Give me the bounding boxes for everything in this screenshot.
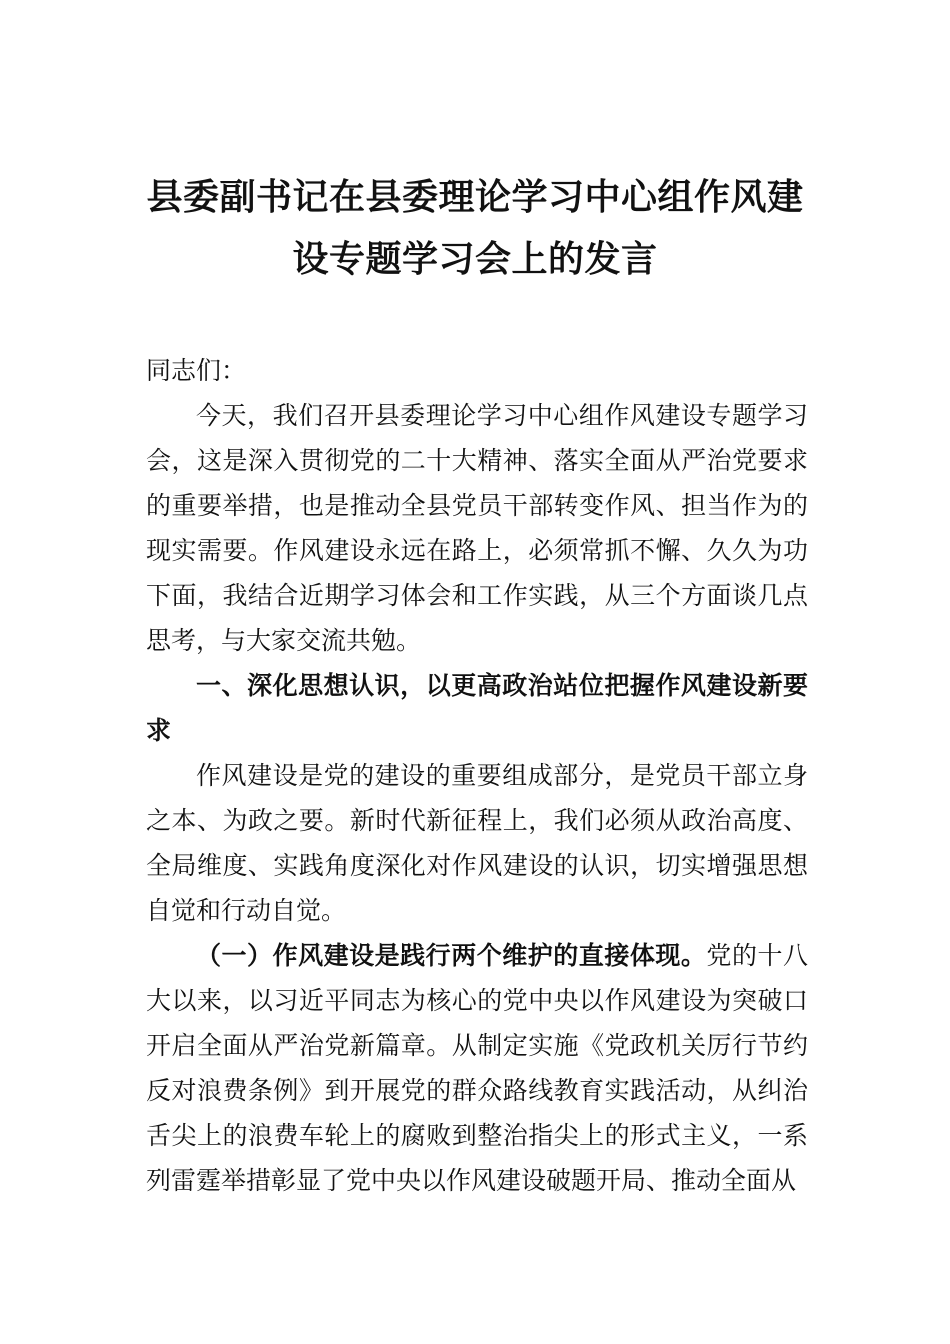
section-heading-1: 一、深化思想认识，以更高政治站位把握作风建设新要求 [146,671,808,745]
subsection-1-text: 党的十八大以来，以习近平同志为核心的党中央以作风建设为突破口开启全面从严治党新篇章。从制定实施《党政机关厉行节约反对浪费条例》到开展党的群众路线教育实践活动，从纠治舌尖上的浪费车轮上的腐败到整治指尖上的形式主义，一系列雷霆举措彰显了党中央以作风建设破题开局、推动全面从 [146,941,808,1195]
subsection-1-paragraph [146,933,808,1203]
intro-paragraph: 今天，我们召开县委理论学习中心组作风建设专题学习会，这是深入贯彻党的二十大精神、落实全面从严治党要求的重要举措，也是推动全县党员干部转变作风、担当作为的现实需要。作风建设永远在路上，必须常抓不懈、久久为功下面，我结合近期学习体会和工作实践，从三个方面谈几点思考，与大家交流共勉。 [146,401,808,655]
section-1-paragraph: 作风建设是党的建设的重要组成部分，是党员干部立身之本、为政之要。新时代新征程上，我们必须从政治高度、全局维度、实践角度深化对作风建设的认识，切实增强思想自觉和行动自觉。 [146,761,808,925]
document-title: 县委副书记在县委理论学习中心组作风建设专题学习会上的发言 [146,176,804,280]
salutation: 同志们： [146,356,247,385]
document-body [146,348,808,1203]
subsection-1-heading: （一）作风建设是践行两个维护的直接体现。 [196,941,707,970]
